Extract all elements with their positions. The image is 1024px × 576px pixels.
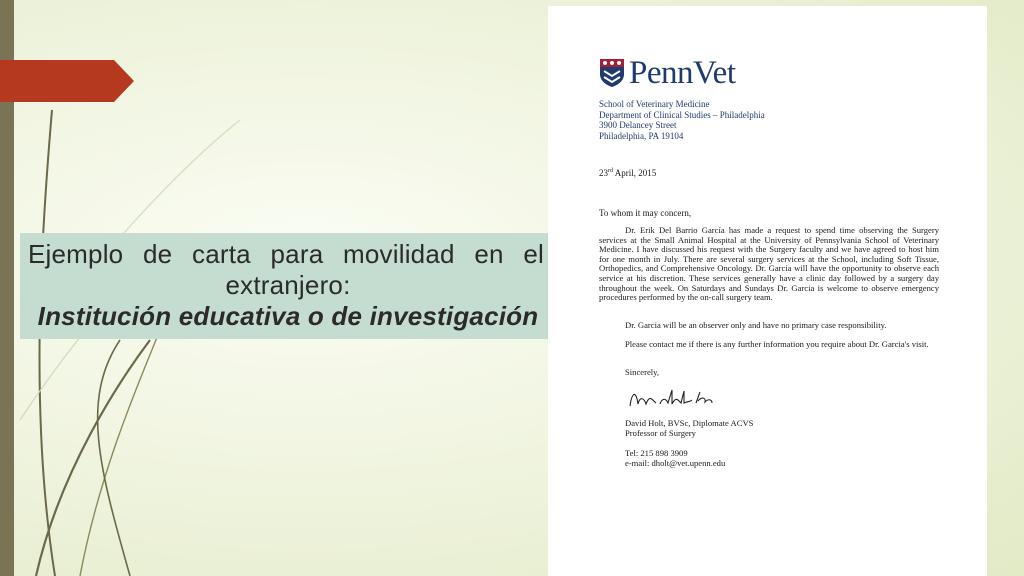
- address-line: Philadelphia, PA 19104: [599, 130, 684, 141]
- letter-paragraph-3: Please contact me if there is any further information you require about Dr. Garcia's visit.: [625, 339, 929, 349]
- logo-text: PennVet: [629, 55, 736, 91]
- letter-paragraph-2: Dr. Garcia will be an observer only and have no primary case responsibility.: [625, 320, 887, 330]
- address-line: School of Veterinary Medicine: [599, 99, 710, 109]
- address-line: Department of Clinical Studies – Philadelphia: [599, 109, 765, 120]
- letter-date: [599, 168, 656, 178]
- date-rest: April, 2015: [613, 168, 657, 178]
- contact-email[interactable]: e-mail: dholt@vet.upenn.edu: [625, 458, 726, 468]
- slide-title-box: [20, 233, 548, 339]
- signer-block: [625, 418, 753, 438]
- contact-phone: Tel: 215 898 3909: [625, 448, 688, 458]
- slide-title-line2: extranjero:: [225, 270, 351, 300]
- letter-paragraph-1: Dr. Erik Del Barrio García has made a request to spend time observing the Surgery services at the Small Animal Hospital at the University of Pennsylvania School of Veterinary Medicine. I have discussed his request with the Surgery faculty and we have agreed to host him for one month in July. There are several surgery services at the School, including Soft Tissue, Orthopedics, and Comprehensive Oncology. Dr. Garcia will have the opportunity to observe each service at his discretion. These services generally have a clinic day followed by a surgery day throughout the week. On Saturdays and Sundays Dr. Garcia is welcome to observe emergency procedures performed by the on-call surgery team.: [599, 225, 939, 303]
- date-day: 23: [599, 168, 608, 178]
- slide-title-line1: Ejemplo de carta para movilidad en el: [28, 239, 544, 269]
- accent-arrow-tab: [0, 60, 134, 102]
- pennvet-logo: [599, 56, 736, 90]
- sender-address: [599, 99, 765, 141]
- slide-title-line3: Institución educativa o de investigación: [37, 301, 539, 331]
- letter-closing: Sincerely,: [625, 367, 660, 377]
- letter-document: [548, 6, 987, 576]
- contact-block: [625, 448, 725, 468]
- penn-shield-icon: [599, 58, 625, 88]
- handwritten-signature: [626, 384, 716, 414]
- address-line: 3900 Delancey Street: [599, 120, 677, 130]
- letter-greeting: To whom it may concern,: [599, 208, 692, 218]
- date-suffix: rd: [608, 168, 613, 174]
- signer-name: David Holt, BVSc, Diplomate ACVS: [625, 418, 754, 428]
- signer-title: Professor of Surgery: [625, 428, 696, 438]
